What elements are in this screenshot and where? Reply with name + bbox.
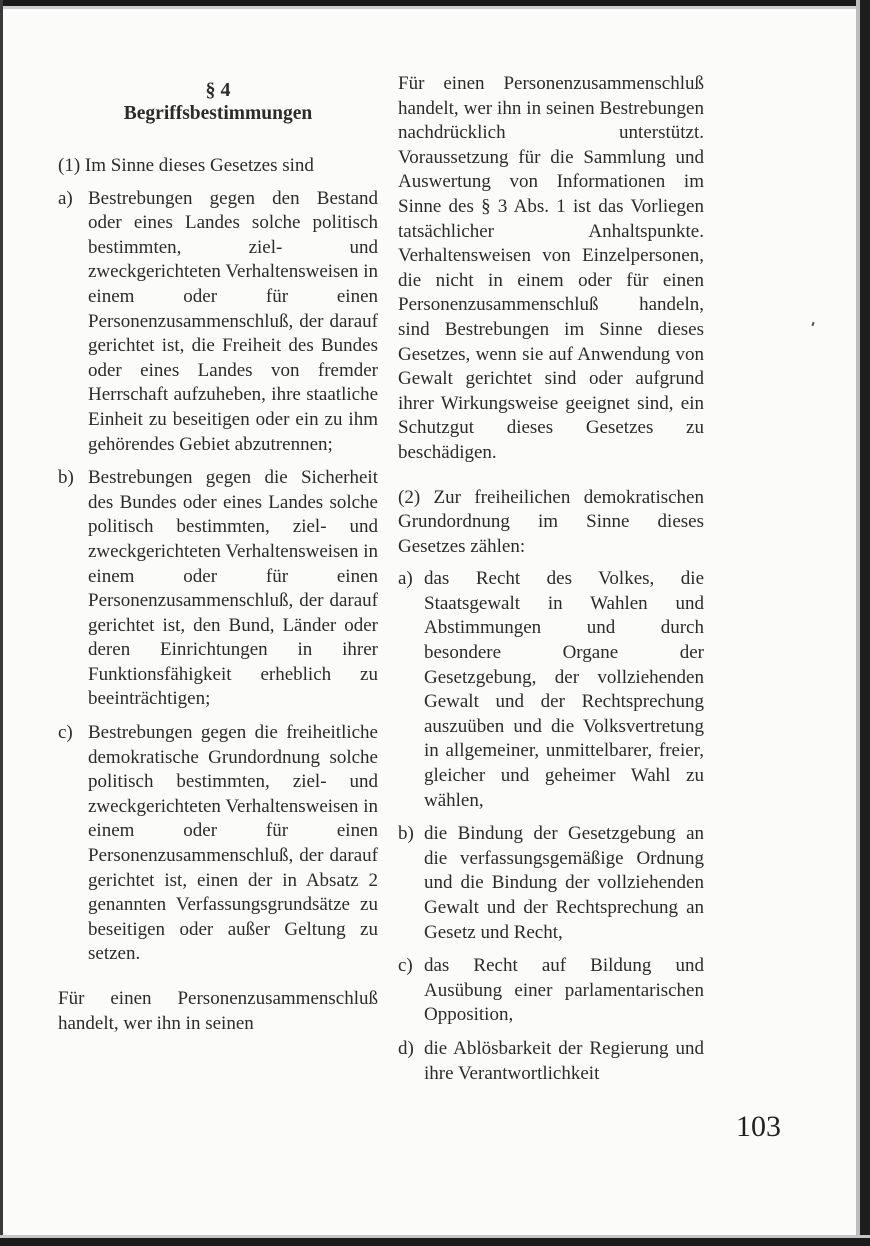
item-text: Bestrebungen gegen die Sicherheit des Bundes oder eines Landes solche politisch bestimmten, ziel- und zweckgerichteten Verhaltensweisen in einem oder für einen Personenzusammenschluß, der darauf gerichtet ist, den Bund, Länder oder deren Einrichtungen in ihrer Funktionsfähigkeit erheblich zu beeinträchtigen;	[88, 467, 378, 710]
scan-edge-right	[860, 0, 870, 1246]
scan-edge-bottom	[0, 1238, 870, 1246]
paragraph-2-item-b	[398, 822, 704, 945]
paragraph-2-item-d	[398, 1037, 704, 1086]
item-label: d)	[398, 1037, 414, 1059]
paragraph-1-item-c	[58, 721, 378, 967]
scan-edge-top-shadow	[0, 6, 870, 9]
item-text: die Bindung der Gesetzgebung an die verfassungsgemäßige Ordnung und die Bindung der vollziehenden Gewalt und der Rechtsprechung an Gesetz und Recht,	[424, 823, 704, 943]
item-label: c)	[58, 722, 73, 744]
item-text: die Ablösbarkeit der Regierung und ihre Verantwortlichkeit	[424, 1037, 704, 1084]
item-label: a)	[398, 568, 413, 590]
item-text: Bestrebungen gegen den Bestand oder eines Landes solche politisch bestimmten, ziel- und zweckgerichteten Verhaltensweisen in einem oder für einen Personenzusammenschluß, der darauf gerichtet ist, die Freiheit des Bundes oder eines Landes von fremder Herrschaft aufzuheben, ihre staatliche Einheit zu beseitigen oder ein zu ihm gehörendes Gebiet abzutrennen;	[88, 187, 378, 455]
item-text: Bestrebungen gegen die freiheitliche demokratische Grundordnung solche politisch bestimmten, ziel- und zweckgerichteten Verhaltensweisen in einem oder für einen Personenzusammenschluß, der darauf gerichtet ist, einen der in Absatz 2 genannten Verfassungsgrundsätze zu beseitigen oder außer Geltung zu setzen.	[88, 722, 378, 965]
paragraph-1-item-b	[58, 466, 378, 712]
item-label: b)	[398, 823, 414, 845]
paragraph-1-closing: Für einen Personenzusammenschluß handelt, wer ihn in seinen Bestrebungen nachdrücklich unterstützt. Voraussetzung für die Sammlung und Auswertung von Informationen im Sinne des § 3 Abs. 1 ist das Vorliegen tatsächlicher Anhaltspunkte. Verhaltensweisen von Einzelpersonen, die nicht in einem oder für einen Personenzusammenschluß handeln, sind Bestrebungen im Sinne dieses Gesetzes, wenn sie auf Anwendung von Gewalt gerichtet sind oder aufgrund ihrer Wirkungsweise geeignet sind, ein Schutzgut dieses Gesetzes zu beschädigen.	[398, 73, 704, 463]
paragraph-1-closing-start: Für einen Personenzusammenschluß handelt, wer ihn in seinen	[58, 988, 378, 1034]
item-label: c)	[398, 955, 413, 977]
item-label: b)	[58, 467, 74, 489]
paragraph-1-intro: (1) Im Sinne dieses Gesetzes sind	[58, 155, 314, 176]
right-column	[398, 72, 704, 1095]
scan-edge-left	[0, 0, 3, 1246]
paragraph-2-intro: (2) Zur freiheilichen demokratischen Grundordnung im Sinne dieses Gesetzes zählen:	[398, 486, 704, 557]
item-text: das Recht auf Bildung und Ausübung einer parlamentarischen Opposition,	[424, 955, 704, 1026]
left-column	[58, 72, 378, 1036]
paragraph-2-item-c	[398, 954, 704, 1028]
item-text: das Recht des Volkes, die Staatsgewalt in Wahlen und Abstimmungen und durch besondere Organe der Gesetzgebung, der vollziehenden Gewalt und der Rechtsprechung auszuüben und die Volksvertretung in allgemeiner, unmittelbarer, freier, gleicher und geheimer Wahl zu wählen,	[424, 568, 704, 811]
section-symbol: § 4	[205, 79, 231, 101]
paragraph-1-item-a	[58, 187, 378, 458]
item-label: a)	[58, 187, 73, 209]
scan-speck	[811, 322, 814, 326]
page-number: 103	[736, 1110, 781, 1143]
paragraph-2-item-a	[398, 567, 704, 813]
section-title: Begriffsbestimmungen	[123, 103, 313, 124]
